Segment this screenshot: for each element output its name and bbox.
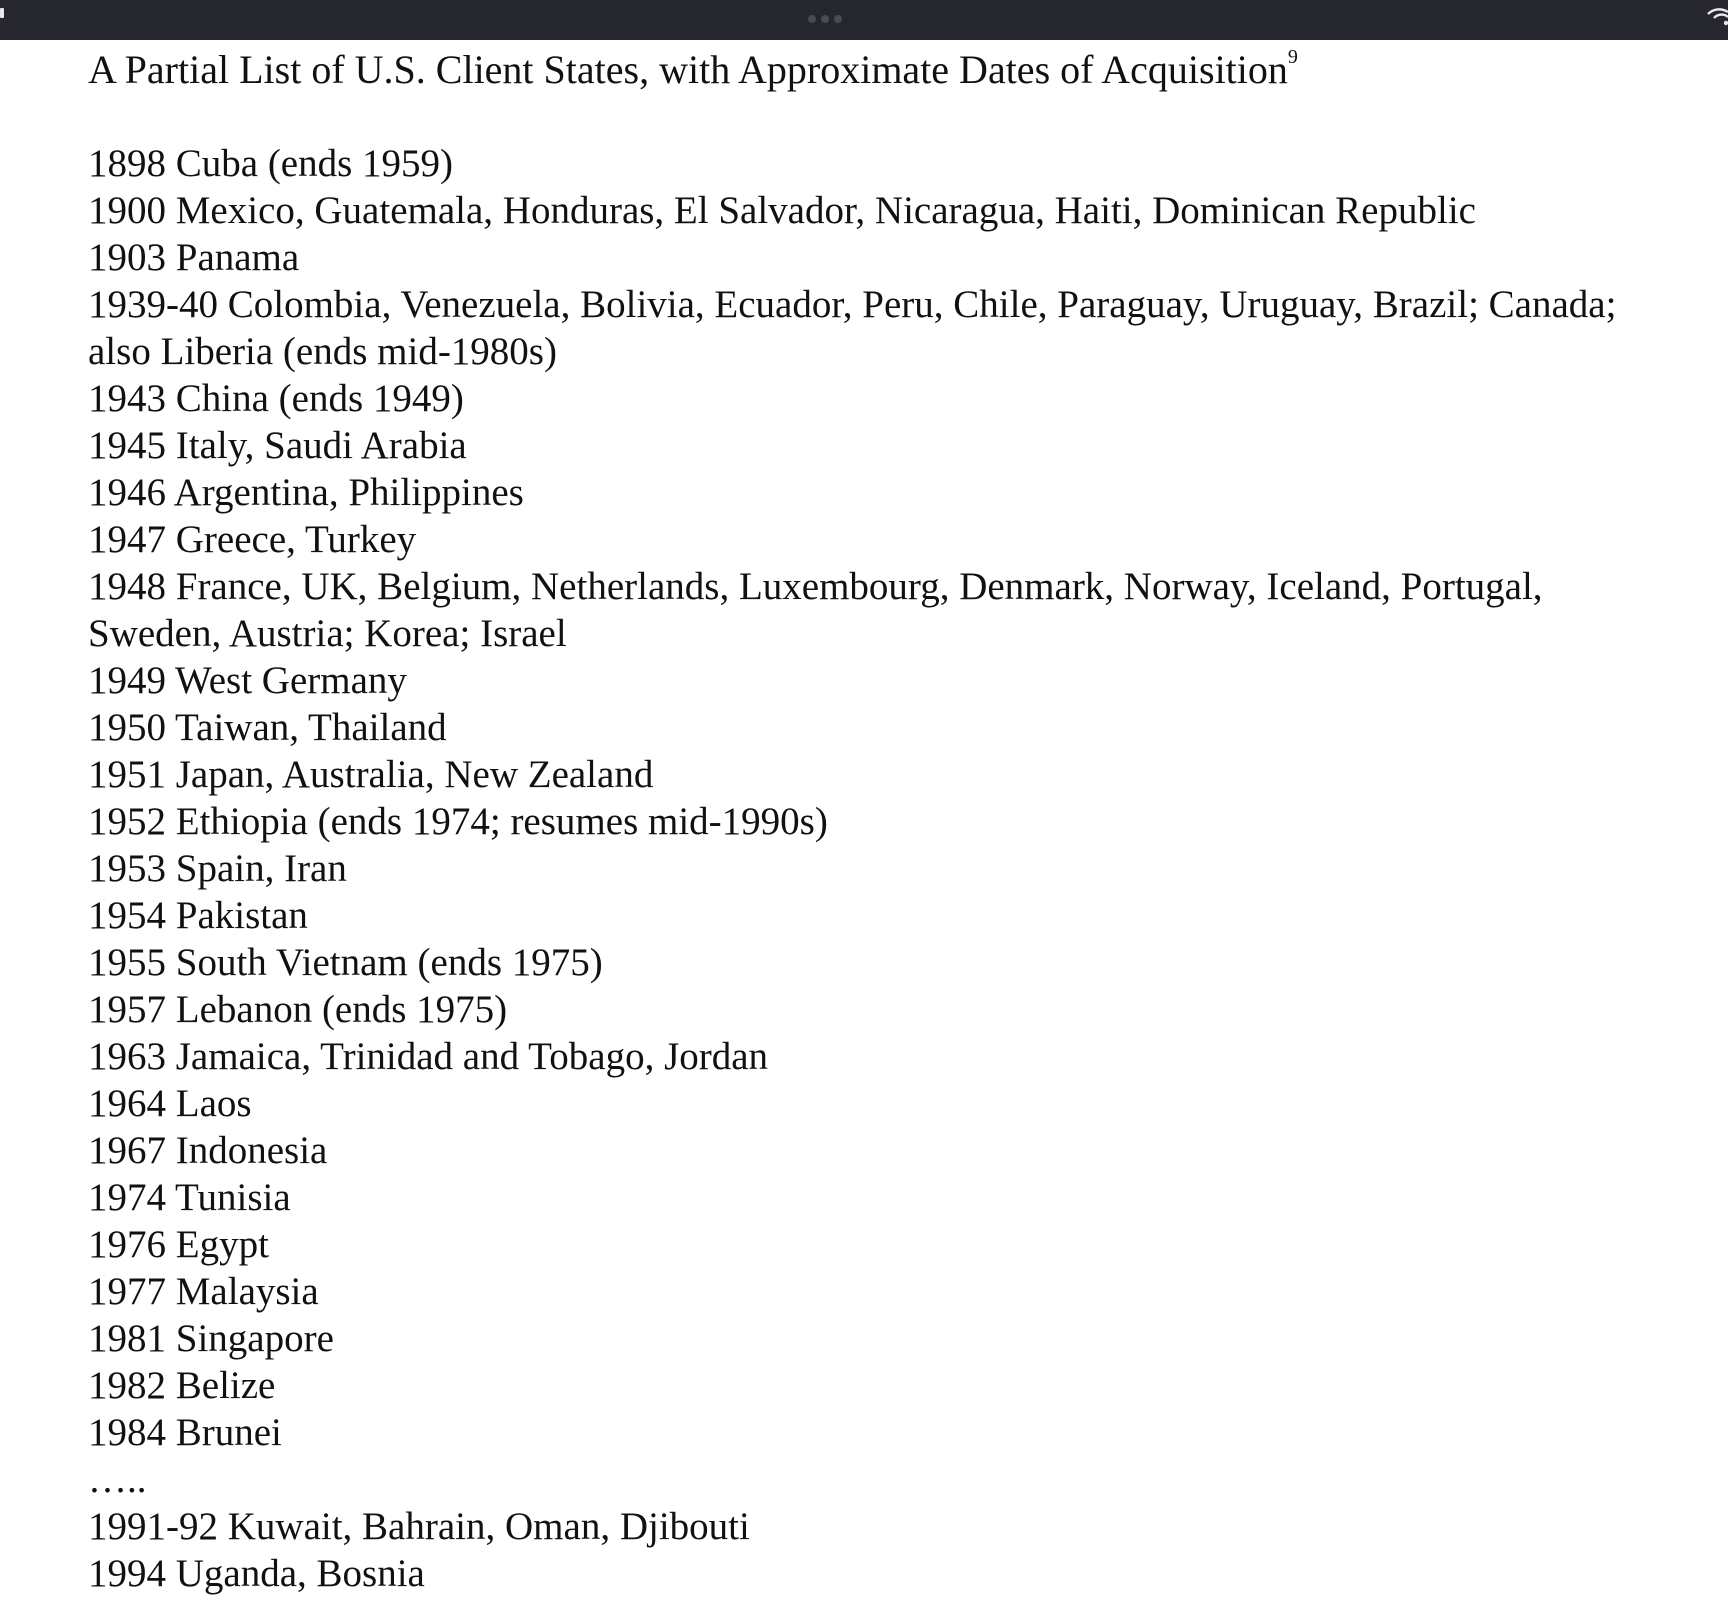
list-item: 1950 Taiwan, Thailand <box>88 706 447 749</box>
list-item: 1952 Ethiopia (ends 1974; resumes mid-1990s) <box>88 800 828 843</box>
list-item: 1964 Laos <box>88 1082 252 1125</box>
list-item: 1954 Pakistan <box>88 894 308 937</box>
list-item: 1946 Argentina, Philippines <box>88 471 524 514</box>
wifi-icon <box>1706 6 1728 28</box>
list-item: 1976 Egypt <box>88 1223 269 1266</box>
list-item: 1947 Greece, Turkey <box>88 518 417 561</box>
list-item: 1949 West Germany <box>88 659 407 702</box>
list-item: 1898 Cuba (ends 1959) <box>88 142 454 185</box>
blank-line <box>88 94 1688 140</box>
status-left-indicator-icon <box>0 8 4 18</box>
list-item: 1981 Singapore <box>88 1317 334 1360</box>
list-item: 1994 Uganda, Bosnia <box>88 1552 425 1595</box>
list-item: 1984 Brunei <box>88 1411 282 1454</box>
title-text: A Partial List of U.S. Client States, with Approximate Dates of Acquisition <box>88 47 1288 92</box>
document-page <box>88 46 1688 1597</box>
document-title <box>88 46 1688 94</box>
list-item: 1948 France, UK, Belgium, Netherlands, Luxembourg, Denmark, Norway, Iceland, Portugal, Sweden, Austria; Korea; Israel <box>88 565 1543 655</box>
list-item: 1963 Jamaica, Trinidad and Tobago, Jordan <box>88 1035 769 1078</box>
list-item: 1953 Spain, Iran <box>88 847 347 890</box>
list-item: 1955 South Vietnam (ends 1975) <box>88 941 603 984</box>
status-bar <box>0 0 1728 40</box>
list-item: 1974 Tunisia <box>88 1176 291 1219</box>
list-item: 1951 Japan, Australia, New Zealand <box>88 753 654 796</box>
more-dots-icon[interactable] <box>808 15 842 23</box>
client-states-list <box>88 140 1688 1597</box>
list-item: 1967 Indonesia <box>88 1129 328 1172</box>
list-item: 1903 Panama <box>88 236 300 279</box>
list-item: ….. <box>88 1458 147 1501</box>
list-item: 1982 Belize <box>88 1364 276 1407</box>
list-item: 1943 China (ends 1949) <box>88 377 464 420</box>
list-item: 1945 Italy, Saudi Arabia <box>88 424 467 467</box>
footnote-marker[interactable]: 9 <box>1287 45 1298 68</box>
list-item: 1977 Malaysia <box>88 1270 319 1313</box>
list-item: 1957 Lebanon (ends 1975) <box>88 988 508 1031</box>
list-item: 1900 Mexico, Guatemala, Honduras, El Salvador, Nicaragua, Haiti, Dominican Republic <box>88 189 1476 232</box>
list-item: 1939-40 Colombia, Venezuela, Bolivia, Ecuador, Peru, Chile, Paraguay, Uruguay, Brazil; Canada; also Liberia (ends mid-1980s) <box>88 283 1617 373</box>
list-item: 1991-92 Kuwait, Bahrain, Oman, Djibouti <box>88 1505 750 1548</box>
